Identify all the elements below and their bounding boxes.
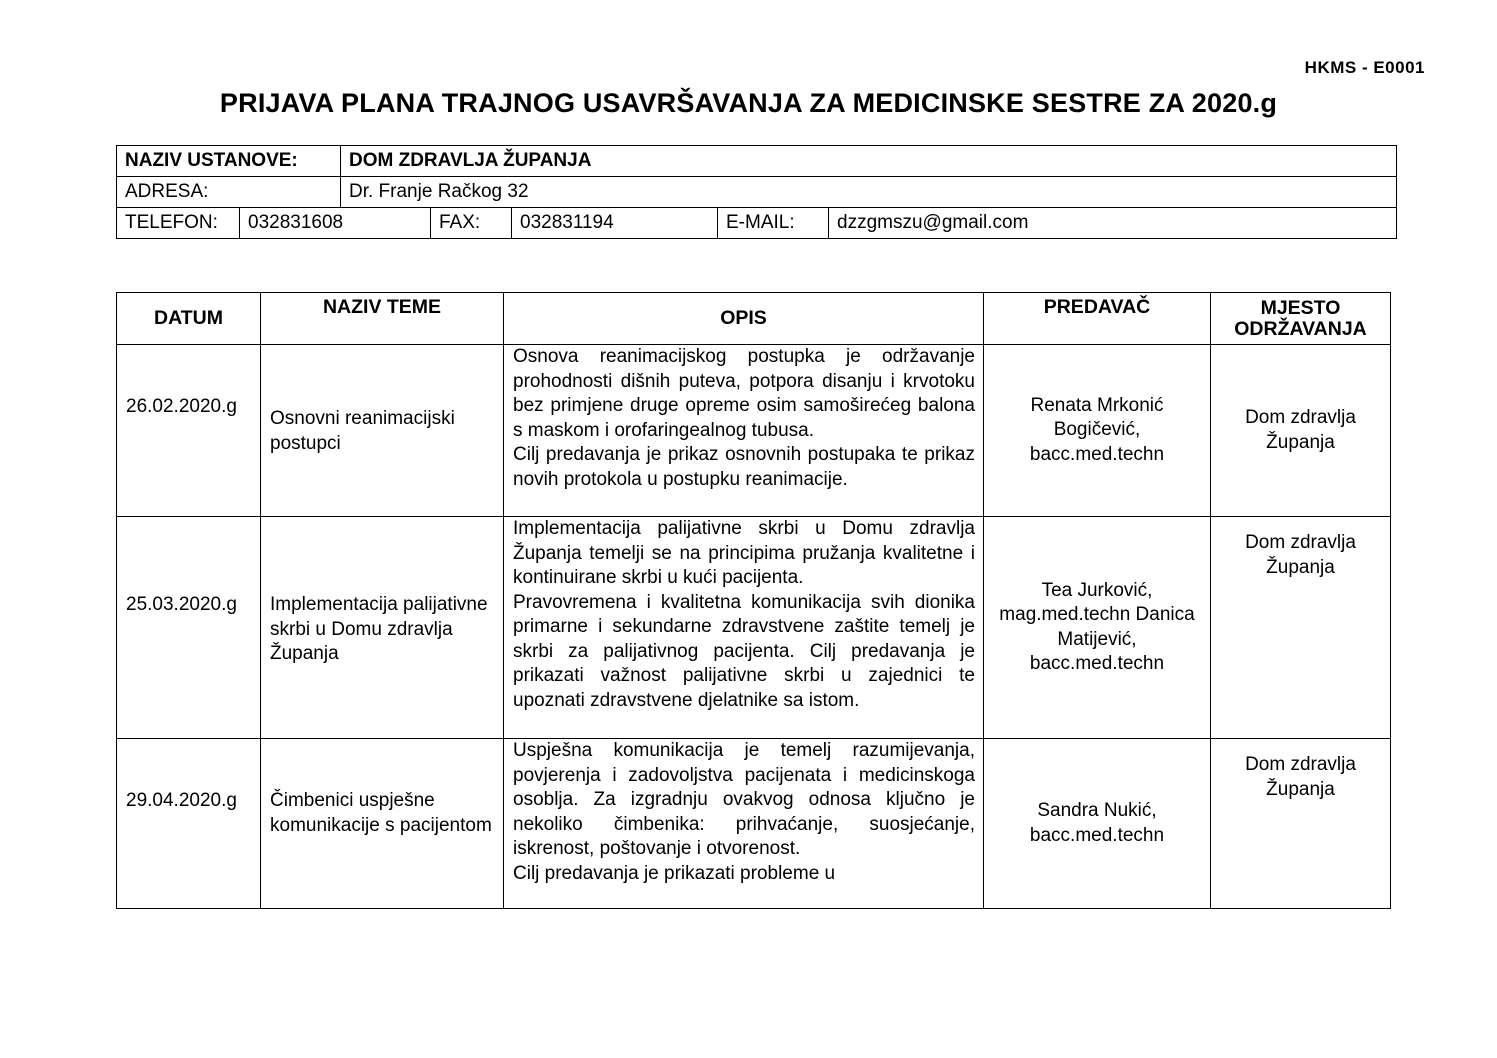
page-title: PRIJAVA PLANA TRAJNOG USAVRŠAVANJA ZA MEDICINSKE SESTRE ZA 2020.g <box>219 88 1278 118</box>
row-lecturer: Sandra Nukić, bacc.med.techn <box>984 739 1211 909</box>
row-description <box>504 739 984 909</box>
column-header-predavac: PREDAVAČ <box>984 293 1211 345</box>
row-date: 26.02.2020.g <box>117 345 261 517</box>
row-date: 29.04.2020.g <box>117 739 261 909</box>
institution-table <box>116 145 1397 239</box>
row-lecturer: Tea Jurković, mag.med.techn Danica Matijević, bacc.med.techn <box>984 517 1211 739</box>
table-row <box>117 517 1391 739</box>
row-topic: Osnovni reanimacijski postupci <box>261 345 504 517</box>
fax-value: 032831194 <box>512 208 718 239</box>
row-description <box>504 345 984 517</box>
row-description <box>504 517 984 739</box>
fax-label: FAX: <box>431 208 512 239</box>
email-value: dzzgmszu@gmail.com <box>829 208 1397 239</box>
row-lecturer: Renata Mrkonić Bogičević, bacc.med.techn <box>984 345 1211 517</box>
phone-label: TELEFON: <box>117 208 240 239</box>
column-header-mjesto: MJESTO ODRŽAVANJA <box>1211 293 1391 345</box>
row-topic: Čimbenici uspješne komunikacije s pacijentom <box>261 739 504 909</box>
column-header-tema: NAZIV TEME <box>261 293 504 345</box>
column-header-datum: DATUM <box>117 293 261 345</box>
address-label: ADRESA: <box>117 177 341 208</box>
row-description-text: Uspješna komunikacija je temelj razumijevanja, povjerenja i zadovoljstva pacijenata i medicinskoga osoblja. Za izgradnju ovakvog odnosa ključno je nekoliko čimbenika: prihvaćanje, suosjećanje, iskrenost, poštovanje i otvorenost. Cilj predavanja je prikazati probleme u <box>513 740 975 884</box>
institution-name-row <box>117 146 1397 177</box>
institution-name: DOM ZDRAVLJA ŽUPANJA <box>341 146 1397 177</box>
row-date: 25.03.2020.g <box>117 517 261 739</box>
row-description-text: Implementacija palijativne skrbi u Domu zdravlja Županja temelji se na principima pružanja kvalitetne i kontinuirane skrbi u kući pacijenta. Pravovremena i kvalitetna komunikacija svih dionika primarne i sekundarne zdravstvene zaštite temelj je skrbi za palijativnog pacijenta. Cilj predavanja je prikazati važnost palijativne skrbi u zajednici te upoznati zdravstvene djelatnike sa istom. <box>513 518 975 711</box>
row-location: Dom zdravlja Županja <box>1211 517 1391 739</box>
institution-address-row <box>117 177 1397 208</box>
row-topic: Implementacija palijativne skrbi u Domu zdravlja Županja <box>261 517 504 739</box>
table-row <box>117 739 1391 909</box>
email-label: E-MAIL: <box>718 208 829 239</box>
form-code: HKMS - E0001 <box>1304 58 1425 77</box>
schedule-table <box>116 292 1391 909</box>
institution-name-label: NAZIV USTANOVE: <box>117 146 341 177</box>
row-location: Dom zdravlja Županja <box>1211 345 1391 517</box>
table-row <box>117 345 1391 517</box>
row-description-text: Osnova reanimacijskog postupka je održavanje prohodnosti dišnih puteva, potpora disanju i krvotoku bez primjene druge opreme osim samoširećeg balona s maskom i orofaringealnog tubusa. Cilj predavanja je prikaz osnovnih postupaka te prikaz novih protokola u postupku reanimacije. <box>513 346 975 490</box>
phone-value: 032831608 <box>240 208 431 239</box>
institution-contact-row <box>117 208 1397 239</box>
schedule-header-row <box>117 293 1391 345</box>
column-header-opis: OPIS <box>504 293 984 345</box>
row-location: Dom zdravlja Županja <box>1211 739 1391 909</box>
address-value: Dr. Franje Račkog 32 <box>341 177 1397 208</box>
